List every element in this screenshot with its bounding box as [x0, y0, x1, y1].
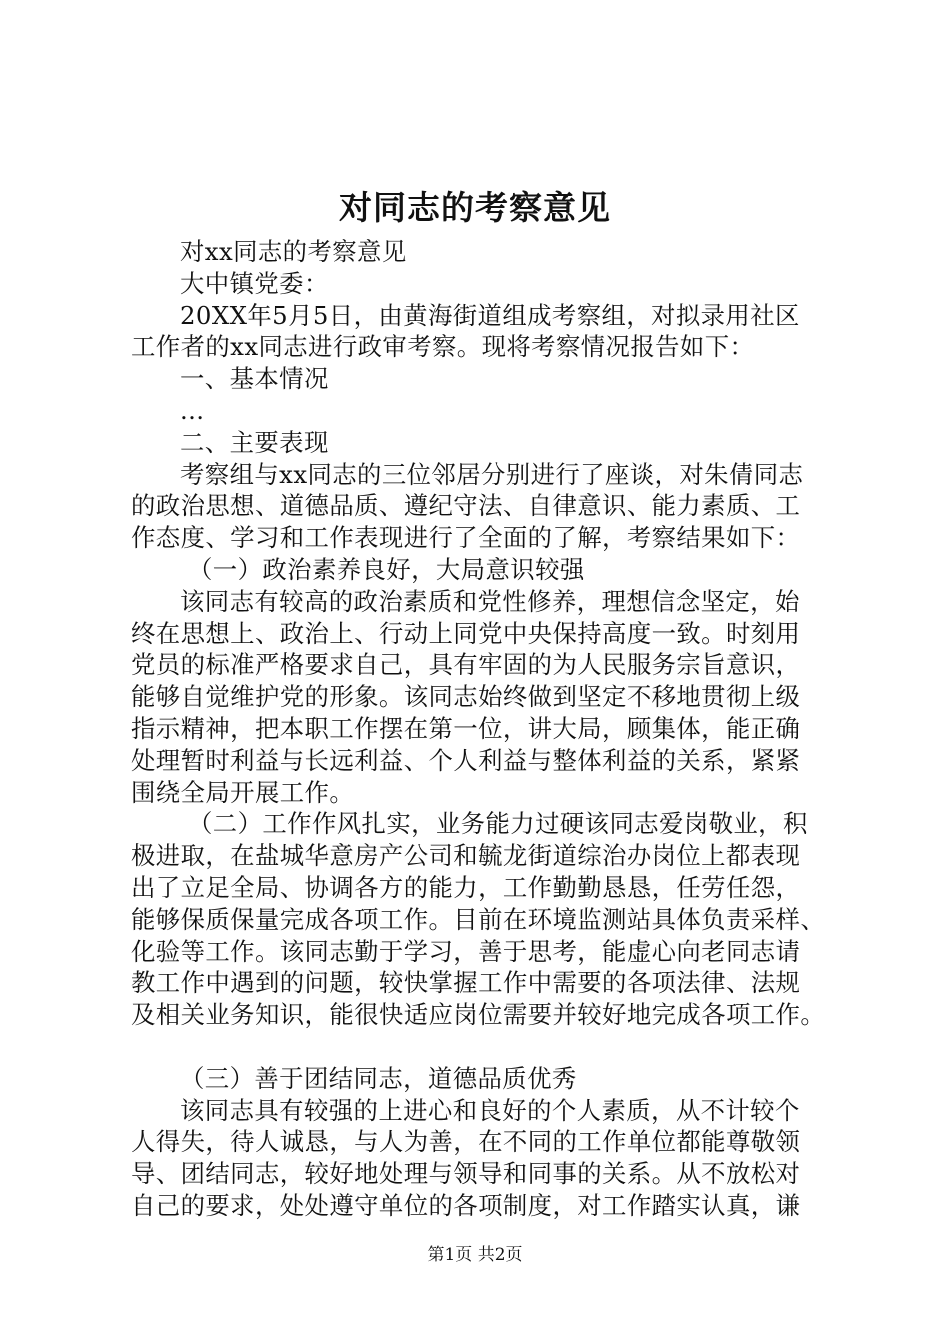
- ellipsis-line: ...: [180, 395, 205, 425]
- addressee-line: 大中镇党委：: [180, 268, 329, 298]
- document-body: [131, 236, 831, 1222]
- paragraph-gap: [131, 1031, 831, 1063]
- paragraph-line: 及相关业务知识，能很快适应岗位需要并较好地完成各项工作。: [131, 1000, 826, 1030]
- paragraph-line: 的政治思想、道德品质、遵纪守法、自律意识、能力素质、工: [131, 491, 801, 521]
- paragraph-line: 围绕全局开展工作。: [131, 777, 355, 807]
- document-title: 对同志的考察意见: [339, 188, 611, 227]
- paragraph-line: 自己的要求，处处遵守单位的各项制度，对工作踏实认真，谦: [131, 1190, 801, 1220]
- paragraph-line: 指示精神，把本职工作摆在第一位，讲大局，顾集体，能正确: [131, 713, 801, 743]
- paragraph-line: 处理暂时利益与长远利益、个人利益与整体利益的关系，紧紧: [131, 745, 801, 775]
- paragraph-line: 终在思想上、政治上、行动上同党中央保持高度一致。时刻用: [131, 618, 801, 648]
- subsection-heading: （二）工作作风扎实，业务能力过硬该同志爱岗敬业，积: [188, 809, 808, 839]
- paragraph-line: 化验等工作。该同志勤于学习，善于思考，能虚心向老同志请: [131, 936, 801, 966]
- paragraph-line: 该同志具有较强的上进心和良好的个人素质，从不计较个: [180, 1095, 800, 1125]
- paragraph-line: 工作者的xx同志进行政审考察。现将考察情况报告如下：: [131, 332, 755, 362]
- subject-line: 对xx同志的考察意见: [180, 237, 407, 266]
- paragraph-line: 能够自觉维护党的形象。该同志始终做到坚定不移地贯彻上级: [131, 682, 801, 712]
- paragraph-line: 导、团结同志，较好地处理与领导和同事的关系。从不放松对: [131, 1159, 801, 1189]
- paragraph-line: 极进取，在盐城华意房产公司和毓龙街道综治办岗位上都表现: [131, 841, 801, 871]
- page-number-footer: 第1页 共2页: [427, 1245, 523, 1265]
- section-heading: 二、主要表现: [180, 427, 329, 457]
- paragraph-line: 教工作中遇到的问题，较快掌握工作中需要的各项法律、法规: [131, 968, 801, 998]
- paragraph-line: 能够保质保量完成各项工作。目前在环境监测站具体负责采样、: [131, 904, 826, 934]
- paragraph-line: 考察组与xx同志的三位邻居分别进行了座谈，对朱倩同志: [180, 459, 804, 489]
- section-heading: 一、基本情况: [180, 364, 329, 394]
- paragraph-line: 作态度、学习和工作表现进行了全面的了解，考察结果如下：: [131, 523, 801, 553]
- paragraph-line: 该同志有较高的政治素质和党性修养，理想信念坚定，始: [180, 586, 800, 616]
- paragraph-line: 出了立足全局、协调各方的能力，工作勤勤恳恳，任劳任怨，: [131, 872, 801, 902]
- subsection-heading: （三）善于团结同志，道德品质优秀: [180, 1063, 577, 1093]
- paragraph-line: 20XX年5月5日，由黄海街道组成考察组，对拟录用社区: [180, 300, 800, 330]
- subsection-heading: （一）政治素养良好，大局意识较强: [188, 554, 585, 584]
- paragraph-line: 党员的标准严格要求自己，具有牢固的为人民服务宗旨意识，: [131, 650, 801, 680]
- paragraph-line: 人得失，待人诚恳，与人为善，在不同的工作单位都能尊敬领: [131, 1127, 801, 1157]
